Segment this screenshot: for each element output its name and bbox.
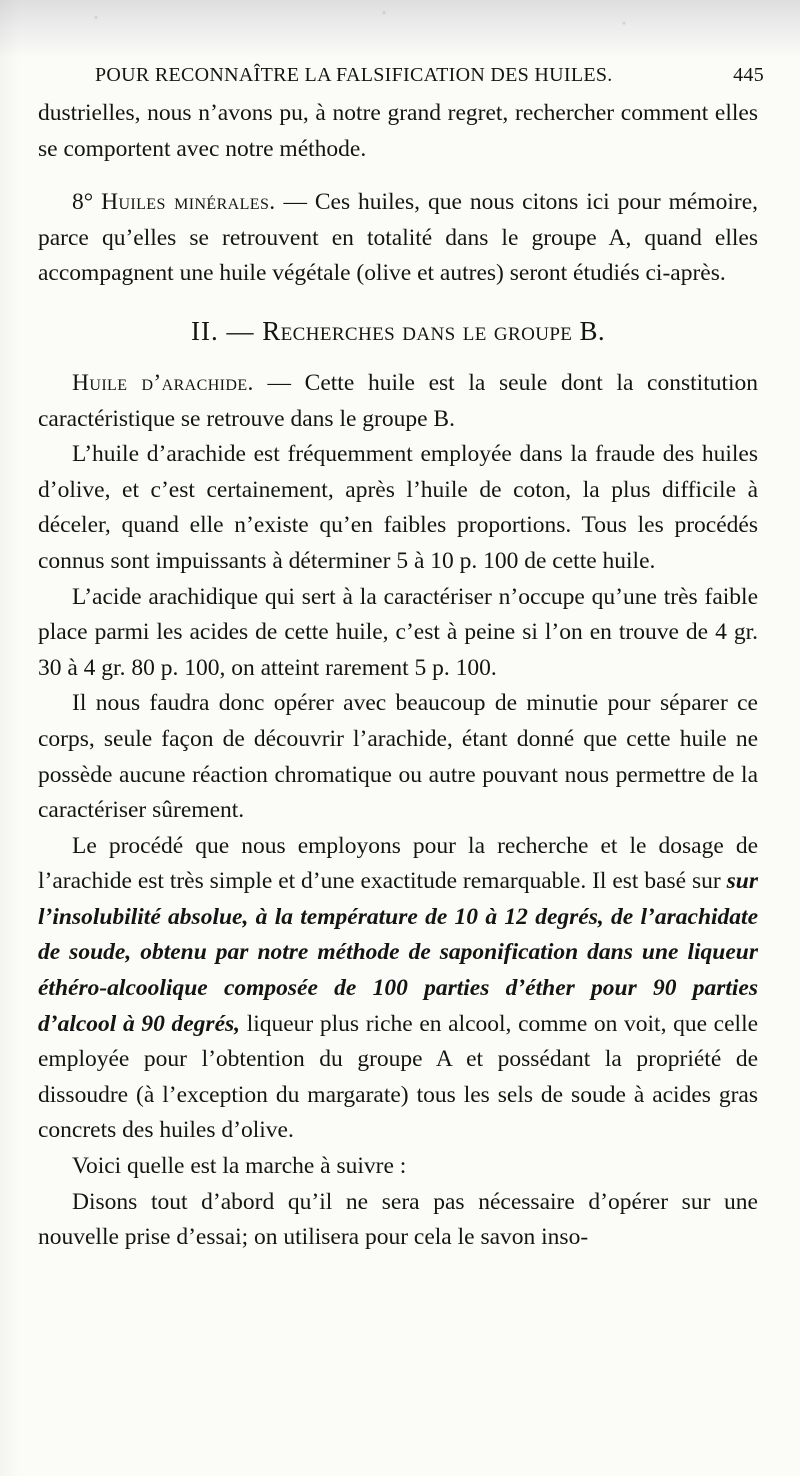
book-page	[38, 58, 764, 1256]
arachide-intro: Cette huile est la seule dont la constitution caractéristique se retrouve dans le groupe B.	[38, 369, 759, 432]
section-heading	[38, 314, 758, 348]
arachide-heading: Huile d’arachide.	[72, 369, 254, 396]
procedure-start: Le procédé que nous employons pour la recherche et le dosage de l’arachide est très simple et d’une exactitude remarquable. Il est basé sur	[38, 832, 758, 895]
paragraph-fraud: L’huile d’arachide est fréquemment employée dans la fraude des huiles d’olive, et c’est certainement, après l’huile de coton, la plus difficile à déceler, quand elle n’existe qu’en faibles proportions. Tous les procédés connus sont impuissants à déterminer 5 à 10 p. 100 de cette huile.	[38, 441, 758, 574]
running-title: POUR RECONNAÎTRE LA FALSIFICATION DES HUILES.	[95, 64, 613, 86]
mineral-oils-heading: Huiles minérales.	[101, 189, 276, 216]
paragraph-acid: L’acide arachidique qui sert à la caractériser n’occupe qu’une très faible place parmi les acides de cette huile, c’est à peine si l’on en trouve de 4 gr. 30 à 4 gr. 80 p. 100, on atteint rarement 5 p. 100.	[38, 583, 758, 681]
scan-edge	[0, 0, 800, 58]
page-number: 445	[733, 64, 764, 86]
paragraph-1: dustrielles, nous n’avons pu, à notre grand regret, rechercher comment elles se comportent avec notre méthode.	[38, 100, 758, 162]
procedure-italic: sur l’insolubilité absolue, à la température de 10 à 12 degrés, de l’arachidate de soude, obtenu par notre méthode de saponification dans une liqueur éthéro-alcoolique composée de 100 parties d’éther pour 90 parties d’alcool à 90 degrés,	[38, 868, 759, 1037]
section-number: II. —	[191, 315, 255, 346]
paragraph-procedure	[38, 829, 758, 1149]
page-shadow	[0, 0, 20, 1476]
paragraph-mineral-oils	[38, 185, 758, 292]
section-title: Recherches dans le groupe B.	[262, 315, 605, 346]
arachide-dash: —	[267, 369, 291, 396]
procedure-end: liqueur plus riche en alcool, comme on voit, que celle employée pour l’obtention du groupe A et possédant la propriété de dissoudre (à l’exception du margarate) tous les sels de soude à acides gras concrets des huiles d’olive.	[38, 1010, 759, 1144]
heading-dash: —	[283, 189, 307, 216]
paragraph-arachide-heading	[38, 366, 758, 437]
list-number: 8°	[72, 189, 94, 216]
paragraph-gap	[38, 167, 758, 185]
paragraph-next-steps: Voici quelle est la marche à suivre :	[72, 1153, 407, 1180]
paragraph-final: Disons tout d’abord qu’il ne sera pas nécessaire d’opérer sur une nouvelle prise d’essai; on utilisera pour cela le savon inso-	[38, 1188, 758, 1251]
mineral-oils-text: Ces huiles, que nous citons ici pour mémoire, parce qu’elles se retrouvent en totalité dans le groupe A, quand elles accompagnent une huile végétale (olive et autres) seront étudiés ci-après.	[38, 189, 758, 287]
paragraph-method: Il nous faudra donc opérer avec beaucoup de minutie pour séparer ce corps, seule façon de découvrir l’arachide, étant donné que cette huile ne possède aucune réaction chromatique ou autre pouvant nous permettre de la caractériser sûrement.	[38, 690, 758, 824]
running-head	[38, 58, 764, 96]
